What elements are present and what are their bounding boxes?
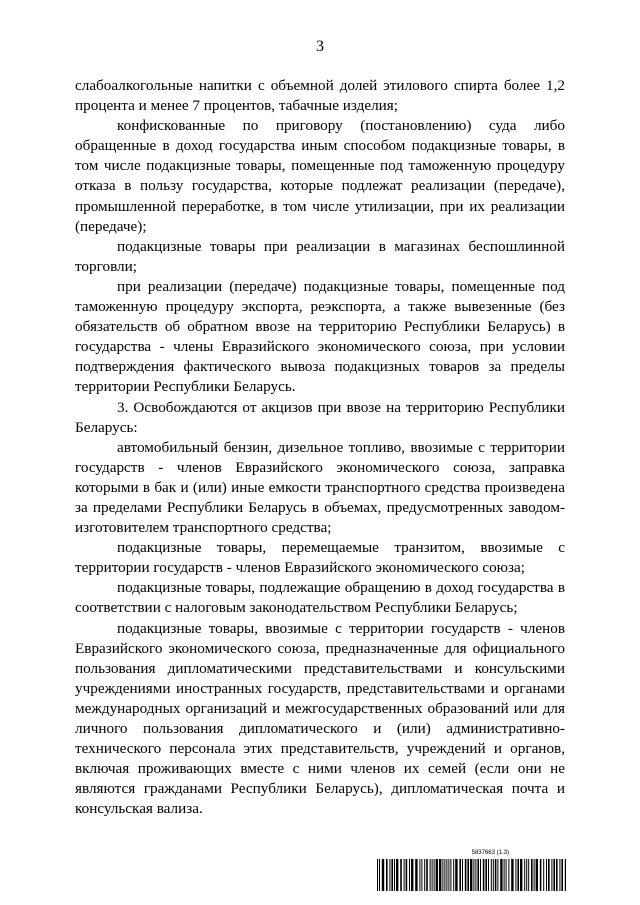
- paragraph: слабоалкогольные напитки с объемной долей этилового спирта более 1,2 процента и менее 7 процентов, табачные изделия;: [75, 77, 565, 115]
- paragraph: автомобильный бензин, дизельное топливо, ввозимые с территории государств - членов Евразийского экономического союза, заправка которыми в бак и (или) иные емкости транспортного средства произведена за пределами Республики Беларусь в объемах, предусмотренных заводом-изготовителем транспортного средства;: [75, 438, 565, 537]
- paragraph: подакцизные товары, ввозимые с территории государств - членов Евразийского экономического союза, предназначенные для официального пользования дипломатическими представительствами и консульскими учреждениями иностранных государств, представительствами и органами международных организаций и межгосударственных образований или для личного пользования дипломатического и (или) административно-технического персонала этих представительств, учреждений и органов, включая проживающих вместе с ними членов их семей (если они не являются гражданами Республики Беларусь), дипломатическая почта и консульская вализа.: [75, 619, 565, 818]
- document-barcode: [376, 850, 566, 892]
- document-body: [75, 76, 565, 819]
- paragraph: конфискованные по приговору (постановлению) суда либо обращенные в доход государства иным способом подакцизные товары, в том числе подакцизные товары, помещенные под таможенную процедуру отказа в пользу государства, которые подлежат реализации (передаче), промышленной переработке, в том числе утилизации, при их реализации (передаче);: [75, 117, 565, 235]
- paragraph: 3. Освобождаются от акцизов при ввозе на территорию Республики Беларусь:: [75, 398, 565, 436]
- barcode-label: 5837663 (1.3): [471, 850, 509, 856]
- paragraph: при реализации (передаче) подакцизные товары, помещенные под таможенную процедуру экспорта, реэкспорта, а также вывезенные (без обязательств об обратном ввозе на территорию Республики Беларусь) в государства - члены Евразийского экономического союза, при условии подтверждения фактического вывоза подакцизных товаров за пределы территории Республики Беларусь.: [75, 277, 565, 396]
- paragraph: подакцизные товары при реализации в магазинах беспошлинной торговли;: [75, 237, 565, 275]
- barcode-graphic: [376, 859, 566, 891]
- paragraph: подакцизные товары, подлежащие обращению в доход государства в соответствии с налоговым законодательством Республики Беларусь;: [75, 579, 565, 617]
- paragraph: подакцизные товары, перемещаемые транзитом, ввозимые с территории государств - членов Евразийского экономического союза;: [75, 539, 565, 577]
- page-number: 3: [316, 38, 324, 55]
